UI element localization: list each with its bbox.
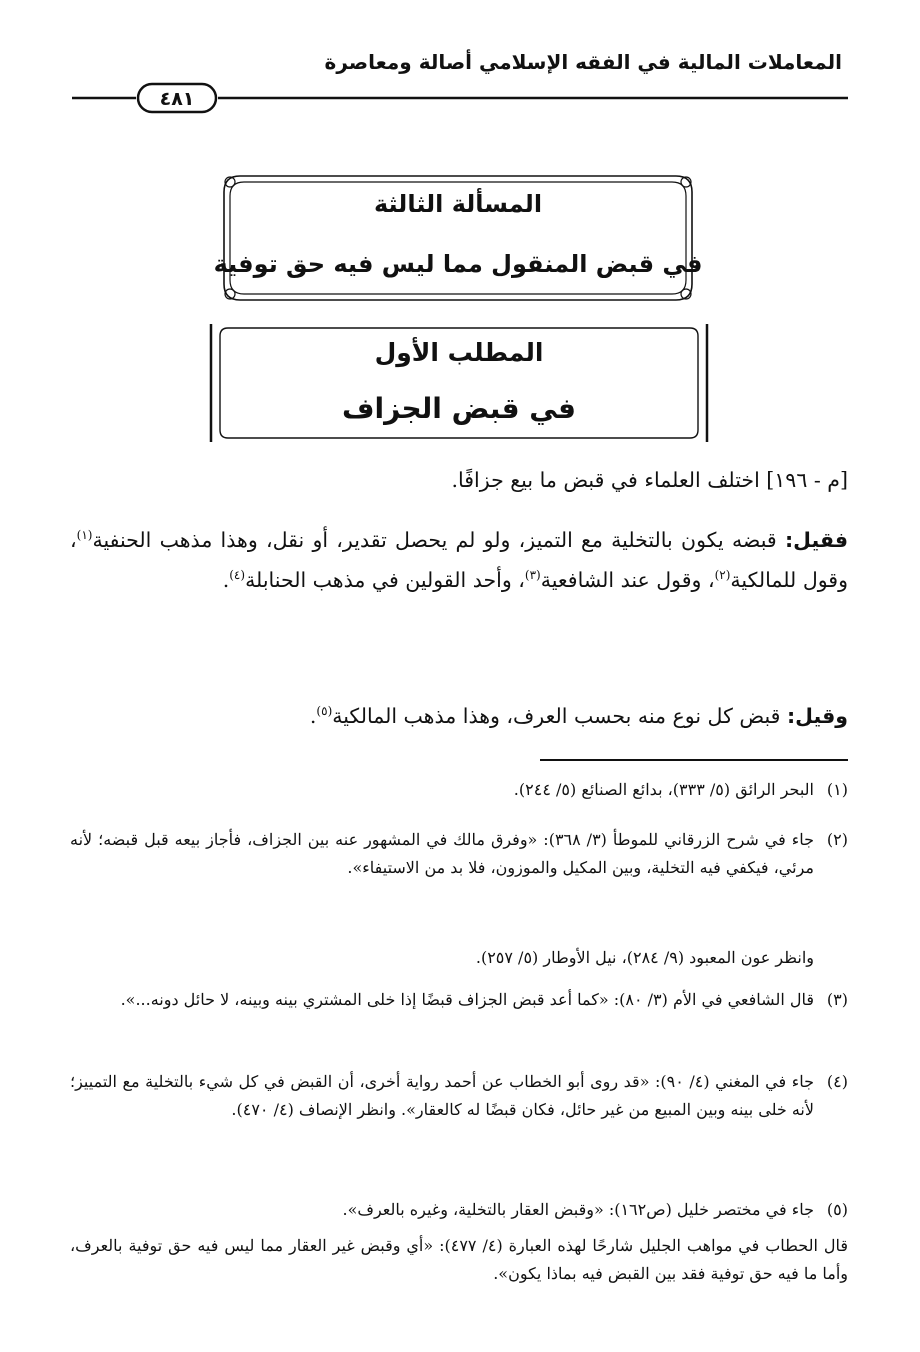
subsection-title: المطلب الأول — [374, 338, 544, 367]
footnote-number: (٥) — [826, 1200, 848, 1219]
footnote-2-continuation — [70, 944, 848, 972]
footnote-2 — [70, 826, 848, 882]
footnote-text: قال الحطاب في مواهب الجليل شارحًا لهذه العبارة (٤/ ٤٧٧): «أي وقبض غير العقار مما ليس فيه حق توفية بالعرف، وأما ما فيه حق توفية فقد بين القبض فيه بماذا يكون». — [70, 1236, 849, 1283]
footnote-number: (٣) — [826, 990, 848, 1009]
footnote-4 — [70, 1068, 848, 1124]
footnote-text: جاء في شرح الزرقاني للموطأ (٣/ ٣٦٨): «وفرق مالك في المشهور عنه بين الجزاف، فأجاز بيعه قبل قبضه؛ لأنه مرئي، فيكفي فيه التخلية، وبين المكيل والموزون، فلا بد من الاستيفاء». — [70, 830, 815, 877]
footnote-number: (٢) — [826, 830, 848, 849]
paragraph-intro — [70, 460, 848, 500]
running-title: المعاملات المالية في الفقه الإسلامي أصالة ومعاصرة — [324, 50, 842, 74]
second-opinion-lead: وقيل: — [786, 704, 848, 728]
footnote-text: جاء في المغني (٤/ ٩٠): «قد روى أبو الخطاب عن أحمد رواية أخرى، أن القبض في كل شيء بالتخلية مع التمييز؛ لأنه خلى بينه وبين المبيع من غير حائل، فكان قبضًا له كالعقار». وانظر الإنصاف (٤/ ٤٧٠). — [70, 1072, 814, 1119]
footnote-ref-1[interactable]: (١) — [76, 528, 93, 543]
intro-text: [م - ١٩٦] اختلف العلماء في قبض ما بيع جزافًا. — [451, 468, 848, 492]
first-opinion-text-d: ، وأحد القولين في مذهب الحنابلة — [245, 568, 525, 592]
first-opinion-text-c: ، وقول عند الشافعية — [540, 568, 715, 592]
footnote-number: (١) — [826, 780, 848, 799]
footnote-text: وانظر عون المعبود (٩/ ٢٨٤)، نيل الأوطار (٥/ ٢٥٧). — [475, 948, 814, 967]
footnote-1 — [70, 776, 848, 804]
footnote-text: قال الشافعي في الأم (٣/ ٨٠): «كما أعد قبض الجزاف قبضًا إذا خلى المشتري بينه وبينه، لا حائل دونه...». — [120, 990, 814, 1009]
first-opinion-text: قبضه يكون بالتخلية مع التميز، ولو لم يحصل تقدير، أو نقل، وهذا مذهب الحنفية — [92, 528, 785, 552]
section-title: المسألة الثالثة — [373, 190, 543, 218]
first-opinion-text-e: . — [222, 568, 230, 592]
footnote-3 — [70, 986, 848, 1014]
footnote-text: البحر الرائق (٥/ ٣٣٣)، بدائع الصنائع (٥/ ٢٤٤). — [513, 780, 814, 799]
second-opinion-text: قبض كل نوع منه بحسب العرف، وهذا مذهب المالكية — [332, 704, 787, 728]
second-opinion-text-b: . — [309, 704, 317, 728]
footnote-ref-4[interactable]: (٤) — [229, 568, 246, 583]
first-opinion-lead: فقيل: — [784, 528, 848, 552]
footnote-ref-5[interactable]: (٥) — [316, 704, 333, 719]
footnote-text: جاء في مختصر خليل (ص١٦٢): «وقبض العقار بالتخلية، وغيره بالعرف». — [342, 1200, 814, 1219]
footnote-separator — [540, 759, 848, 761]
paragraph-second-opinion — [70, 696, 848, 736]
first-opinion-text-b: ، وقول للمالكية — [70, 528, 848, 592]
footnote-5 — [70, 1196, 848, 1224]
section-subtitle: في قبض المنقول مما ليس فيه حق توفية — [213, 250, 703, 278]
subsection-subtitle: في قبض الجزاف — [342, 392, 576, 425]
page-number: ٤٨١ — [159, 88, 195, 110]
paragraph-first-opinion — [70, 520, 848, 600]
footnote-ref-2[interactable]: (٢) — [714, 568, 731, 583]
footnote-5-continuation — [70, 1232, 848, 1288]
footnote-ref-3[interactable]: (٣) — [524, 568, 541, 583]
footnote-number: (٤) — [826, 1072, 848, 1091]
